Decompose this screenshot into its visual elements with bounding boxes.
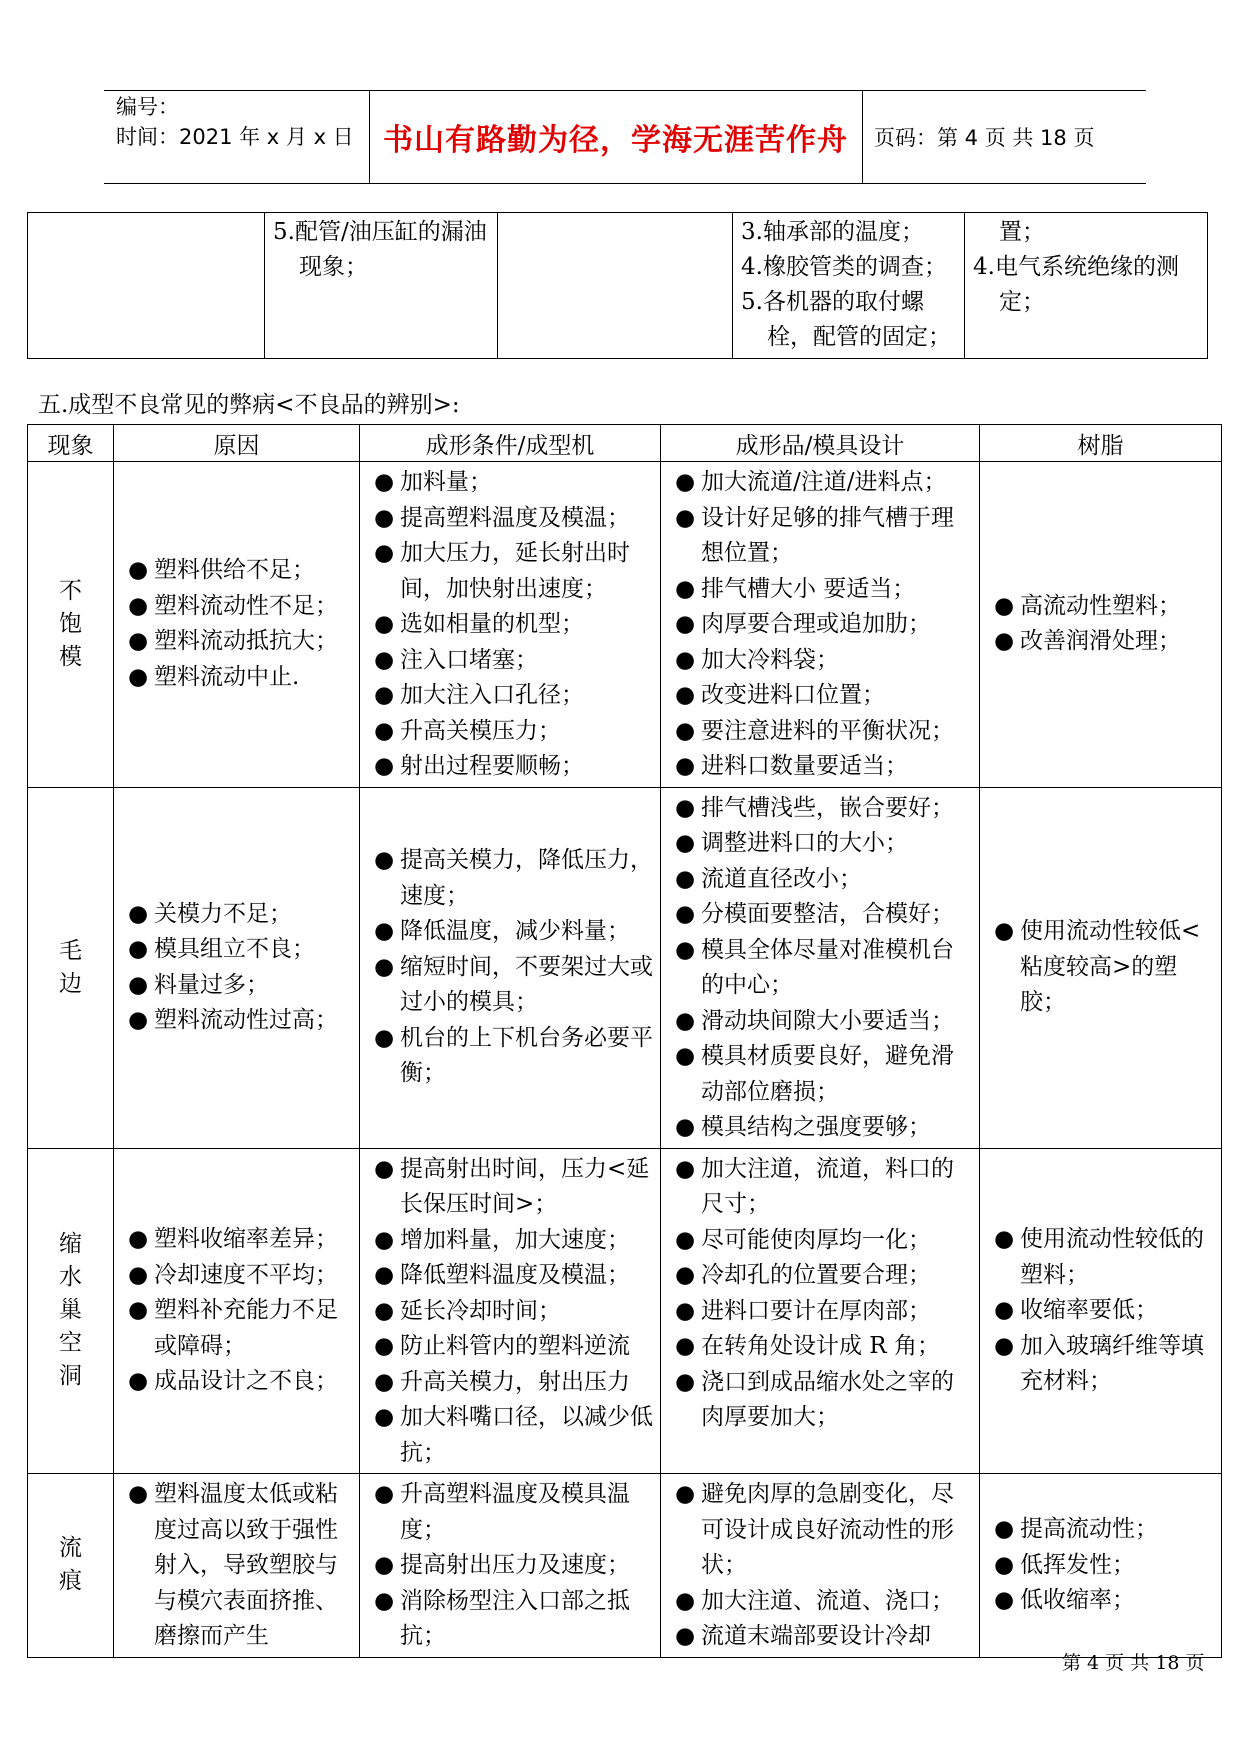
list-item: 5.各机器的取付螺栓，配管的固定； (741, 289, 951, 350)
list-item: ● 料量过多； (128, 968, 353, 1004)
list-item: ● 使用流动性较低<粘度较高>的塑胶； (994, 914, 1215, 1021)
list-item: ● 成品设计之不良； (128, 1364, 353, 1400)
list-item: ● 塑料补充能力不足或障碍； (128, 1293, 353, 1364)
list-item: ● 提高射出压力及速度； (374, 1548, 654, 1584)
list-item: ● 关模力不足； (128, 897, 353, 933)
list-item: ● 流道末端部要设计冷却 (675, 1619, 973, 1655)
list-item: ● 排气槽浅些，嵌合要好； (675, 791, 973, 827)
list-item: ● 消除杨型注入口部之抵抗； (374, 1584, 654, 1655)
list-item: ● 模具组立不良； (128, 932, 353, 968)
mold-cell (661, 787, 980, 1148)
header-left (116, 92, 354, 152)
document-time: 时间：2021 年 x 月 x 日 (116, 125, 354, 149)
list-item: ● 设计好足够的排气槽于理想位置； (675, 501, 973, 572)
list-item: ● 冷却速度不平均； (128, 1258, 353, 1294)
list-item: ● 改善润滑处理； (994, 624, 1215, 660)
list-item: ● 模具全体尽量对准模机台的中心； (675, 933, 973, 1004)
list-item: 5.配管/油压缸的漏油现象； (273, 219, 487, 280)
list-item: ● 加大注入口孔径； (374, 678, 654, 714)
list-item: ● 高流动性塑料； (994, 589, 1215, 625)
list-item: ● 进料口要计在厚肉部； (675, 1294, 973, 1330)
phenomenon-cell: 毛 边 (28, 787, 114, 1148)
phenomenon-cell: 不 饱 模 (28, 462, 114, 788)
table-row (28, 787, 1222, 1148)
list-item: 置； (999, 219, 1045, 245)
list-item: ● 尽可能使肉厚均一化； (675, 1223, 973, 1259)
resin-cell (980, 787, 1222, 1148)
resin-cell (980, 1148, 1222, 1474)
table-row (28, 1474, 1222, 1658)
header-bottom-rule (104, 183, 1146, 184)
list-item: ● 浇口到成品缩水处之宰的肉厚要加大； (675, 1365, 973, 1436)
machine-cell (360, 1148, 661, 1474)
mold-cell (661, 1474, 980, 1658)
page-footer: 第 4 页 共 18 页 (1062, 1652, 1205, 1674)
list-item: ● 提高射出时间，压力<延长保压时间>； (374, 1152, 654, 1223)
list-item: ● 升高关模压力； (374, 714, 654, 750)
list-item: ● 避免肉厚的急剧变化，尽可设计成良好流动性的形状； (675, 1477, 973, 1584)
list-item: ● 加大料嘴口径，以减少低抗； (374, 1400, 654, 1471)
list-item: ● 提高关模力，降低压力，速度； (374, 843, 654, 914)
cell-list (733, 213, 965, 359)
table-header-row (28, 425, 1222, 462)
column-header: 成形品/模具设计 (661, 425, 980, 462)
list-item: 3.轴承部的温度； (741, 219, 924, 245)
list-item: ● 塑料流动性过高； (128, 1003, 353, 1039)
list-item: ● 收缩率要低； (994, 1293, 1215, 1329)
list-item: ● 进料口数量要适当； (675, 749, 973, 785)
cell-list (965, 213, 1208, 359)
list-item: ● 缩短时间，不要架过大或过小的模具； (374, 950, 654, 1021)
phenomenon-cell: 流 痕 (28, 1474, 114, 1658)
list-item: ● 加料量； (374, 465, 654, 501)
list-item: ● 要注意进料的平衡状况； (675, 714, 973, 750)
list-item: ● 低挥发性； (994, 1548, 1215, 1584)
list-item: ● 升高塑料温度及模具温度； (374, 1477, 654, 1548)
list-item: ● 延长冷却时间； (374, 1294, 654, 1330)
list-item: ● 滑动块间隙大小要适当； (675, 1004, 973, 1040)
cell-list (265, 213, 498, 359)
column-header: 现象 (28, 425, 114, 462)
list-item: ● 塑料流动性不足； (128, 589, 353, 625)
list-item: ● 注入口堵塞； (374, 643, 654, 679)
list-item: ● 使用流动性较低的塑料； (994, 1222, 1215, 1293)
list-item: ● 模具材质要良好，避免滑动部位磨损； (675, 1039, 973, 1110)
list-item: ● 加大注道、流道、浇口； (675, 1584, 973, 1620)
list-item: ● 排气槽大小 要适当； (675, 572, 973, 608)
cell-empty (498, 213, 733, 359)
list-item: ● 加大流道/注道/进料点； (675, 465, 973, 501)
column-header: 成形条件/成型机 (360, 425, 661, 462)
mold-cell (661, 462, 980, 788)
list-item: ● 塑料流动中止. (128, 660, 353, 696)
machine-cell (360, 462, 661, 788)
list-item: ● 低收缩率； (994, 1583, 1215, 1619)
list-item: ● 加大冷料袋； (675, 643, 973, 679)
cause-cell (114, 1474, 360, 1658)
list-item: ● 流道直径改小； (675, 862, 973, 898)
resin-cell (980, 1474, 1222, 1658)
header-divider-2 (862, 90, 863, 183)
column-header: 树脂 (980, 425, 1222, 462)
list-item: ● 模具结构之强度要够； (675, 1110, 973, 1146)
list-item: 4.橡胶管类的调查； (741, 254, 947, 280)
list-item: ● 增加料量，加大速度； (374, 1223, 654, 1259)
document-number-label: 编号： (116, 95, 179, 119)
phenomenon-cell: 缩 水 巢 空 洞 (28, 1148, 114, 1474)
list-item: ● 机台的上下机台务必要平衡； (374, 1021, 654, 1092)
list-item: ● 射出过程要顺畅； (374, 749, 654, 785)
list-item: ● 塑料供给不足； (128, 553, 353, 589)
list-item: 4.电气系统绝缘的测定； (973, 254, 1179, 315)
list-item: ● 塑料温度太低或粘度过高以致于强性射入，导致塑胶与与模穴表面挤推、磨擦而产生 (128, 1477, 353, 1655)
defect-table (27, 424, 1222, 1658)
cell-empty (28, 213, 265, 359)
list-item: ● 提高流动性； (994, 1512, 1215, 1548)
cause-cell (114, 787, 360, 1148)
list-item: ● 冷却孔的位置要合理； (675, 1258, 973, 1294)
list-item: ● 肉厚要合理或追加肋； (675, 607, 973, 643)
header-motto: 书山有路勤为径，学海无涯苦作舟 (383, 122, 848, 158)
list-item: ● 防止料管内的塑料逆流 (374, 1329, 654, 1365)
list-item: ● 分模面要整洁，合模好； (675, 897, 973, 933)
inspection-table-continuation (27, 212, 1208, 359)
list-item: ● 塑料收缩率差异； (128, 1222, 353, 1258)
cause-cell (114, 462, 360, 788)
table-row (28, 462, 1222, 788)
mold-cell (661, 1148, 980, 1474)
list-item: ● 降低温度，减少料量； (374, 914, 654, 950)
table-row (28, 1148, 1222, 1474)
list-item: ● 加大注道，流道，料口的尺寸； (675, 1152, 973, 1223)
header-page-label: 页码：第 4 页 共 18 页 (874, 125, 1095, 150)
machine-cell (360, 1474, 661, 1658)
list-item: ● 改变进料口位置； (675, 678, 973, 714)
list-item: ● 降低塑料温度及模温； (374, 1258, 654, 1294)
list-item: ● 选如相量的机型； (374, 607, 654, 643)
list-item: ● 升高关模力，射出压力 (374, 1365, 654, 1401)
list-item: ● 调整进料口的大小； (675, 826, 973, 862)
resin-cell (980, 462, 1222, 788)
list-item: ● 加大压力，延长射出时间，加快射出速度； (374, 536, 654, 607)
list-item: ● 提高塑料温度及模温； (374, 501, 654, 537)
cause-cell (114, 1148, 360, 1474)
list-item: ● 在转角处设计成 R 角； (675, 1329, 973, 1365)
section-title: 五.成型不良常见的弊病<不良品的辨别>: (38, 392, 460, 418)
machine-cell (360, 787, 661, 1148)
list-item: ● 加入玻璃纤维等填充材料； (994, 1329, 1215, 1400)
list-item: ● 塑料流动抵抗大； (128, 624, 353, 660)
column-header: 原因 (114, 425, 360, 462)
table-row (28, 213, 1208, 359)
